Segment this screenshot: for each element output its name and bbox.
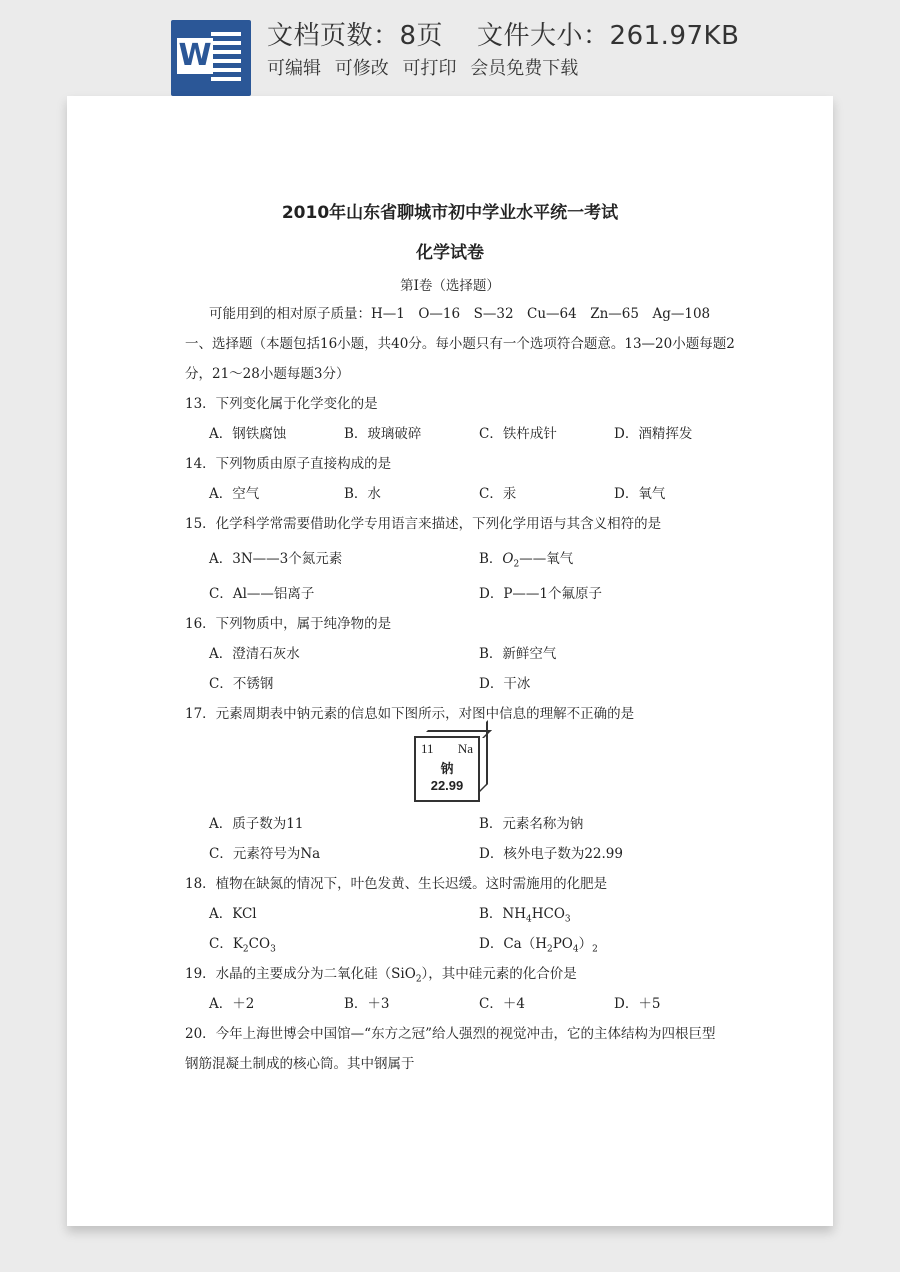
section-instructions-cont: 分，21～28小题每题3分）: [185, 366, 350, 382]
q13-option-d: D．酒精挥发: [614, 426, 693, 442]
question-13: 13．下列变化属于化学变化的是: [185, 396, 378, 412]
q19-option-d: D．＋5: [614, 996, 661, 1012]
q13-option-c: C．铁杵成针: [479, 426, 557, 442]
feature-list: [267, 56, 586, 82]
question-16: 16．下列物质中，属于纯净物的是: [185, 616, 392, 632]
section-instructions: 一、选择题（本题包括16小题，共40分。每小题只有一个选项符合题意。13—20小题每题2: [185, 336, 735, 352]
word-document-icon: W: [171, 20, 251, 96]
question-18: 18．植物在缺氮的情况下，叶色发黄、生长迟缓。这时需施用的化肥是: [185, 876, 608, 892]
q19-option-c: C．＋4: [479, 996, 525, 1012]
file-size: 文件大小：261.97KB: [477, 21, 740, 51]
feature-editable: 可编辑: [267, 58, 321, 79]
question-20-cont: 钢筋混凝土制成的核心筒。其中钢属于: [185, 1056, 415, 1072]
sodium-element-box: [414, 736, 480, 802]
q15-option-a: A．3N——3个氮元素: [209, 551, 343, 567]
atomic-number: 11: [421, 741, 434, 756]
q17-option-b: B．元素名称为钠: [479, 816, 584, 832]
atomic-mass: 22.99: [430, 778, 464, 793]
q19-option-a: A．＋2: [209, 996, 255, 1012]
q13-option-b: B．玻璃破碎: [344, 426, 422, 442]
exam-subject: 化学试卷: [416, 243, 484, 263]
feature-member-download[interactable]: 会员免费下载: [470, 58, 579, 79]
question-14: 14．下列物质由原子直接构成的是: [185, 456, 392, 472]
q14-option-a: A．空气: [209, 486, 260, 502]
q18-option-b: B．$NH_4HCO_3$: [479, 906, 571, 925]
q16-option-d: D．干冰: [479, 676, 531, 692]
q18-option-d: D．$Ca(H_2PO_4)_2$: [479, 936, 598, 955]
q16-option-a: A．澄清石灰水: [209, 646, 300, 662]
q18-option-c: C．$K_2CO_3$: [209, 936, 276, 955]
exam-title: 2010年山东省聊城市初中学业水平统一考试: [281, 203, 619, 223]
download-banner: [0, 0, 900, 100]
file-info: [267, 18, 739, 54]
question-20: 20．今年上海世博会中国馆—“东方之冠”给人强烈的视觉冲击，它的主体结构为四根巨型: [185, 1026, 716, 1042]
q18-option-a: A．KCl: [209, 906, 257, 922]
q15-option-c: C．Al——铝离子: [209, 586, 315, 602]
feature-printable: 可打印: [402, 58, 457, 79]
q16-option-c: C．不锈钢: [209, 676, 274, 692]
q17-option-c: C．元素符号为Na: [209, 846, 321, 862]
q15-option-d: D．P——1个氟原子: [479, 586, 602, 602]
q16-option-b: B．新鲜空气: [479, 646, 557, 662]
volume-heading: 第Ⅰ卷（选择题）: [400, 278, 500, 294]
element-symbol: Na: [457, 741, 473, 756]
question-17: 17．元素周期表中钠元素的信息如下图所示，对图中信息的理解不正确的是: [185, 706, 635, 722]
q15-option-b: B．$O_2——$氧气: [479, 551, 574, 570]
element-name: 钠: [440, 762, 454, 777]
document-page: [67, 96, 833, 1226]
q19-option-b: B．＋3: [344, 996, 390, 1012]
q14-option-b: B．水: [344, 486, 381, 502]
q14-option-c: C．汞: [479, 486, 517, 502]
page-count: 文档页数：8页: [267, 21, 444, 51]
q17-option-d: D．核外电子数为22.99: [479, 846, 623, 862]
q13-option-a: A．钢铁腐蚀: [209, 426, 287, 442]
q14-option-d: D．氧气: [614, 486, 666, 502]
feature-modifiable: 可修改: [334, 58, 389, 79]
q17-option-a: A．质子数为11: [209, 816, 304, 832]
question-19: 19．水晶的主要成分为二氧化硅（SiO$_2$），其中硅元素的化合价是: [185, 966, 577, 985]
question-15: 15．化学科学常需要借助化学专用语言来描述，下列化学用语与其含义相符的是: [185, 516, 662, 532]
atomic-masses: 可能用到的相对原子质量：H—1 O—16 S—32 Cu—64 Zn—65 Ag—108: [209, 306, 711, 322]
